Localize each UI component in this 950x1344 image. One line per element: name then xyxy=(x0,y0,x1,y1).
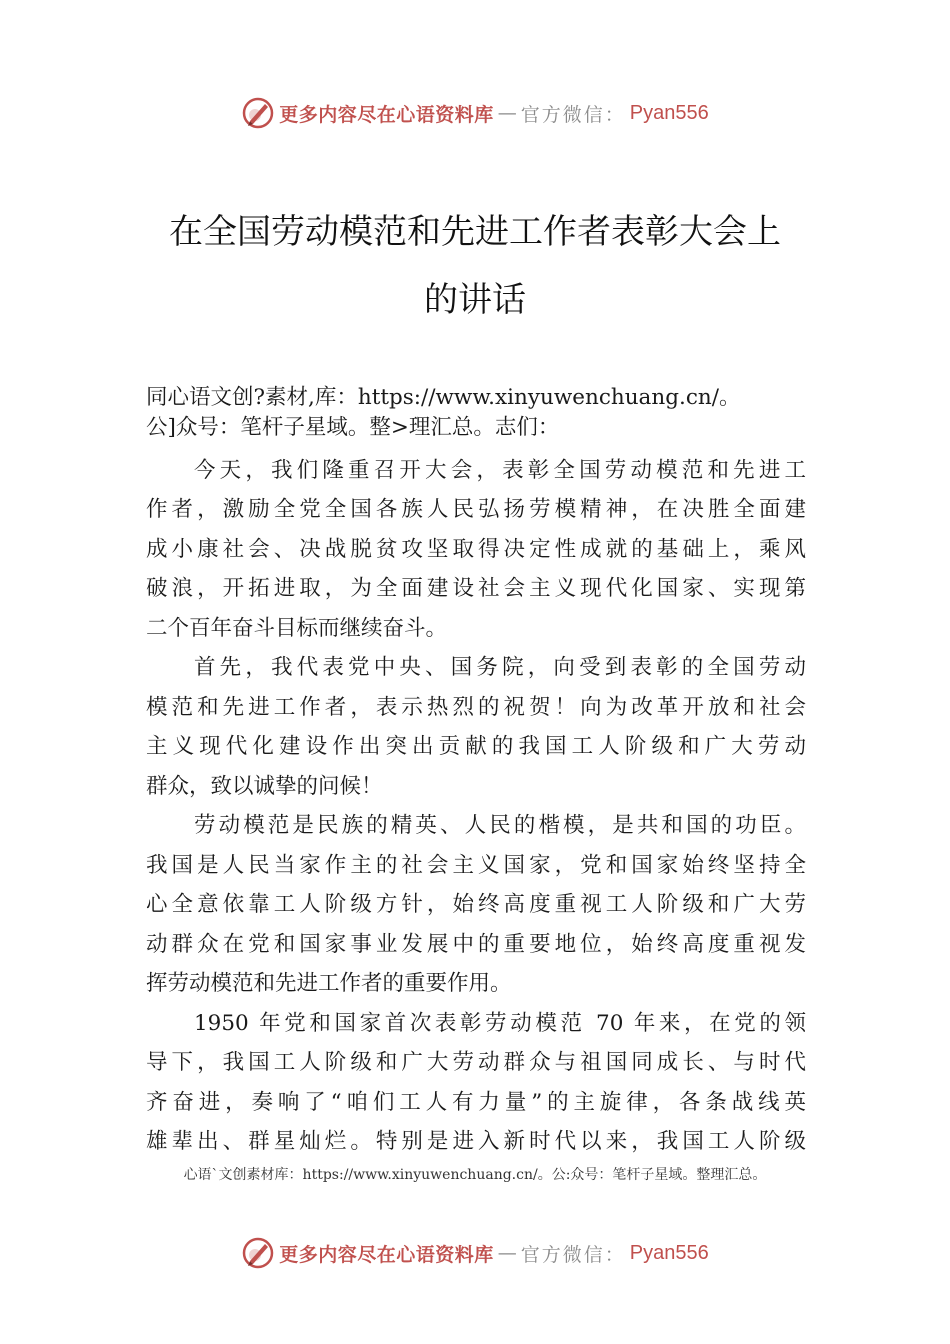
body-line: 齐奋进，奏响了“咱们工人有力量”的主旋律，各条战线英 xyxy=(146,1090,806,1115)
body-line: 动群众在党和国家事业发展中的重要地位，始终高度重视发 xyxy=(146,932,806,957)
body-line: 二个百年奋斗目标而继续奋斗。 xyxy=(146,616,448,641)
banner-title: 更多内容尽在心语资料库 xyxy=(279,103,494,126)
body-line: 1950 年党和国家首次表彰劳动模范 70 年来，在党的领 xyxy=(194,1011,806,1036)
body-line: 导下，我国工人阶级和广大劳动群众与祖国同成长、与时代 xyxy=(146,1050,806,1075)
banner-wechat-label: 官方微信： xyxy=(520,103,626,126)
banner-content xyxy=(241,1236,709,1270)
pen-logo-icon xyxy=(241,96,275,130)
footer-banner xyxy=(0,1233,950,1273)
body-line: 今天，我们隆重召开大会，表彰全国劳动模范和先进工 xyxy=(194,458,806,483)
body-line: 首先，我代表党中央、国务院，向受到表彰的全国劳动 xyxy=(194,655,806,680)
banner-content xyxy=(241,96,709,130)
body-line: 公]众号：笔杆子星域。整>理汇总。志们： xyxy=(146,415,560,440)
body-line: 主义现代化建设作出突出贡献的我国工人阶级和广大劳动 xyxy=(146,734,806,759)
body-line: 同心语文创?素材,库：https://www.xinyuwenchuang.cn/。 xyxy=(146,385,741,410)
body-line: 挥劳动模范和先进工作者的重要作用。 xyxy=(146,971,512,996)
banner-separator: — xyxy=(497,1242,517,1264)
body-line: 模范和先进工作者，表示热烈的祝贺！向为改革开放和社会 xyxy=(146,695,806,720)
banner-wechat-id: Pyan556 xyxy=(629,1241,709,1264)
body-line: 群众，致以诚挚的问候！ xyxy=(146,774,383,799)
pen-logo-icon xyxy=(241,1236,275,1270)
document-title-line-1: 在全国劳动模范和先进工作者表彰大会上 xyxy=(169,212,781,252)
banner-title: 更多内容尽在心语资料库 xyxy=(279,1243,494,1266)
document-title-line-2: 的讲话 xyxy=(424,280,526,320)
footer-note: 心语`文创素材库：https://www.xinyuwenchuang.cn/。公:众号：笔杆子星域。整理汇总。 xyxy=(183,1167,767,1183)
body-line: 成小康社会、决战脱贫攻坚取得决定性成就的基础上，乘风 xyxy=(146,537,806,562)
body-line: 雄辈出、群星灿烂。特别是进入新时代以来，我国工人阶级 xyxy=(146,1129,806,1154)
banner-wechat-label: 官方微信： xyxy=(520,1243,626,1266)
header-banner xyxy=(0,93,950,133)
body-line: 我国是人民当家作主的社会主义国家，党和国家始终坚持全 xyxy=(146,853,806,878)
banner-separator: — xyxy=(497,102,517,124)
banner-wechat-id: Pyan556 xyxy=(629,101,709,124)
body-line: 劳动模范是民族的精英、人民的楷模，是共和国的功臣。 xyxy=(194,813,806,838)
body-line: 作者，激励全党全国各族人民弘扬劳模精神，在决胜全面建 xyxy=(146,497,806,522)
body-line: 心全意依靠工人阶级方针，始终高度重视工人阶级和广大劳 xyxy=(146,892,806,917)
body-line: 破浪，开拓进取，为全面建设社会主义现代化国家、实现第 xyxy=(146,576,806,601)
